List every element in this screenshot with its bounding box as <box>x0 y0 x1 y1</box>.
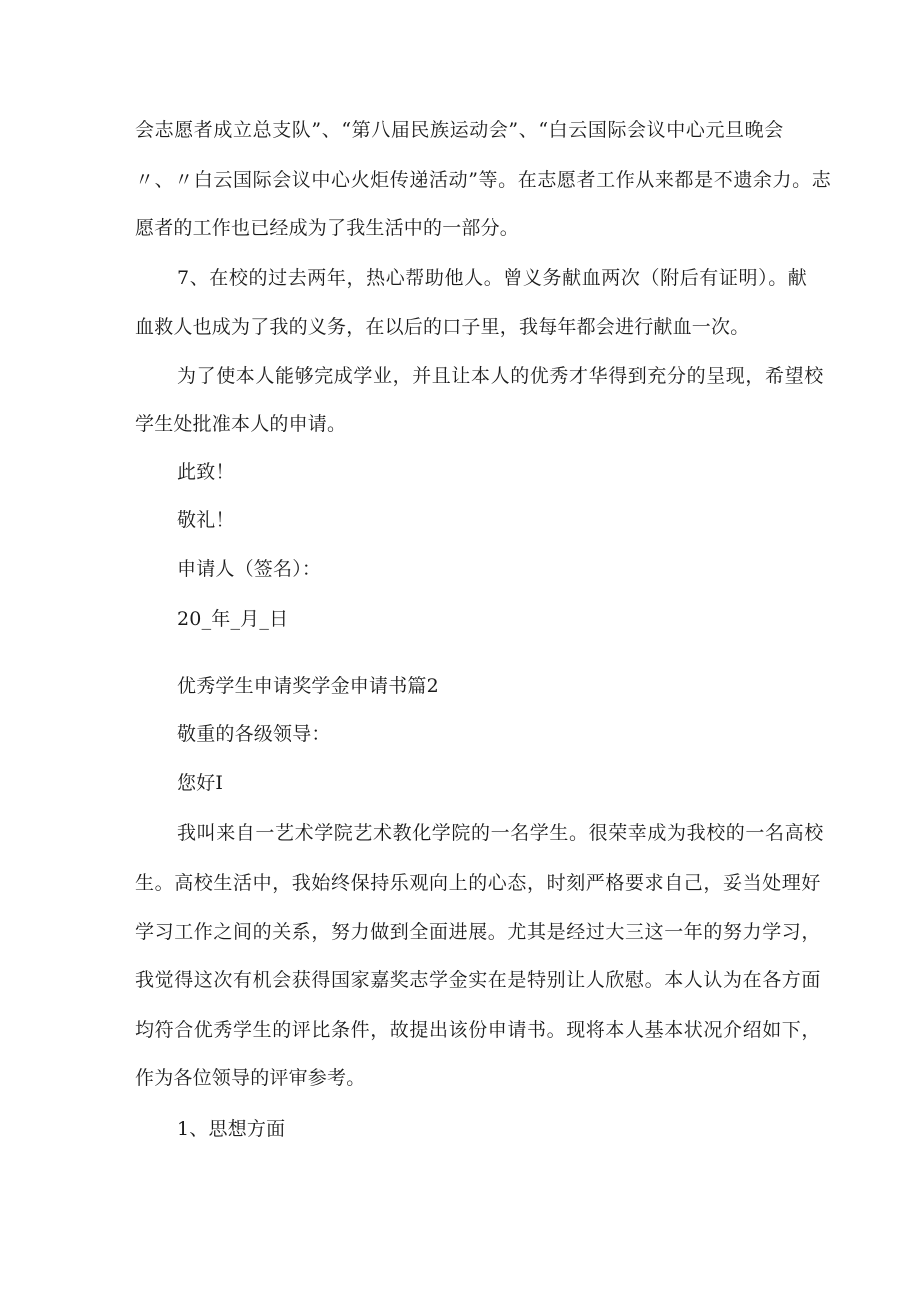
para1-line1: 会志愿者成立总支队”、“第八届民族运动会”、“白云国际会议中心元旦晚会 <box>135 119 784 141</box>
section2-body-line1: 我叫来自一艺术学院艺术教化学院的一名学生。很荣幸成为我校的一名高校 <box>177 822 824 844</box>
para1-line3: 愿者的工作也已经成为了我生活中的一部分。 <box>135 217 520 239</box>
section2-title: 优秀学生申请奖学金申请书篇2 <box>177 675 439 697</box>
section2-body-line5: 均符合优秀学生的评比条件，故提出该份申请书。现将本人基本状况介绍如下， <box>135 1019 822 1041</box>
section2-body-line6: 作为各位领导的评审参考。 <box>135 1067 366 1089</box>
applicant-signature-label: 申请人（签名）： <box>177 558 322 580</box>
date-line: 20_年_月_日 <box>177 608 289 630</box>
section2-hello: 您好I <box>177 772 224 794</box>
section2-body-line3: 学习工作之间的关系，努力做到全面进展。尤其是经过大三这一年的努力学习， <box>135 921 822 943</box>
para2-line2: 血救人也成为了我的义务，在以后的口子里，我每年都会进行献血一次。 <box>135 316 750 338</box>
closing-salutation-1: 此致！ <box>177 461 235 483</box>
para1-line2: 〃、〃白云国际会议中心火炬传递活动”等。在志愿者工作从来都是不遗余力。志 <box>135 169 832 191</box>
para3-line2: 学生处批准本人的申请。 <box>135 413 347 435</box>
section2-body-line2: 生。高校生活中，我始终保持乐观向上的心态，时刻严格要求自己，妥当处理好 <box>135 872 822 894</box>
section2-body-line4: 我觉得这次有机会获得国家嘉奖志学金实在是特别让人欣慰。本人认为在各方面 <box>135 969 822 991</box>
section2-greeting: 敬重的各级领导： <box>177 723 331 745</box>
section2-item-1: 1、思想方面 <box>177 1118 286 1140</box>
closing-salutation-2: 敬礼！ <box>177 509 235 531</box>
para2-line1: 7、在校的过去两年，热心帮助他人。曾义务献血两次（附后有证明）。献 <box>177 267 808 289</box>
para3-line1: 为了使本人能够完成学业，并且让本人的优秀才华得到充分的呈现，希望校 <box>177 365 824 387</box>
